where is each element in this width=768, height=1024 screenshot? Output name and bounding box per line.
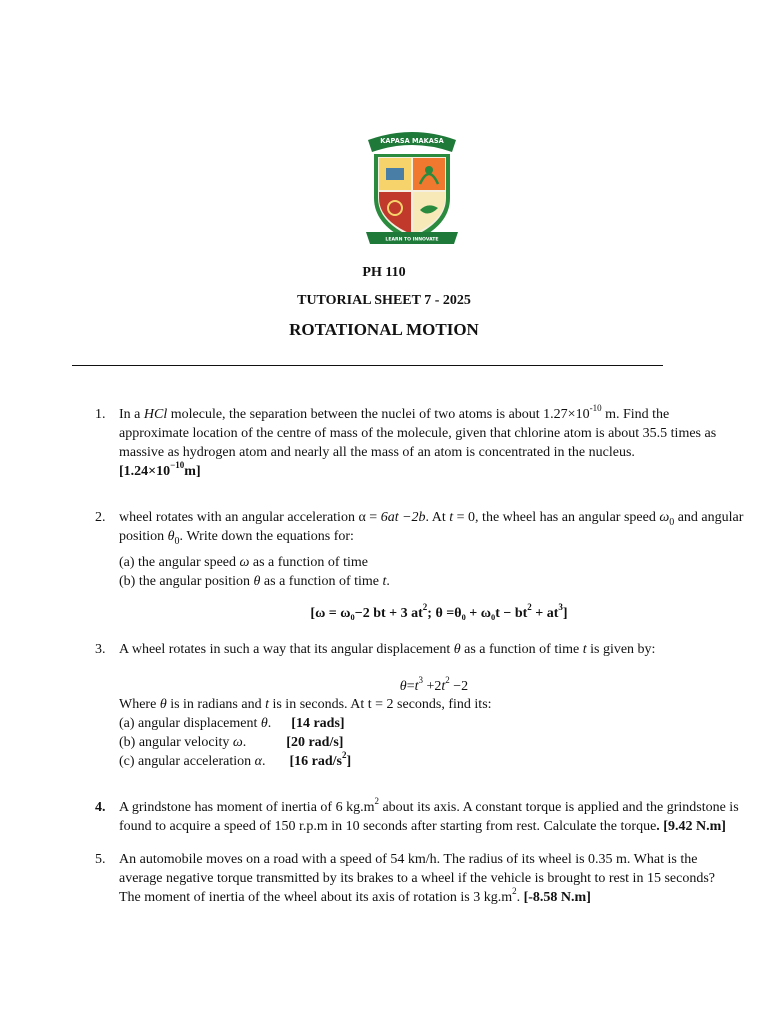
answer: $[1.24\times 10^{-10}m]$ bbox=[119, 460, 201, 479]
question-part-b: (b) angular velocity ω. [20 rad/s] bbox=[119, 735, 344, 750]
course-code: PH 110 bbox=[362, 265, 406, 280]
question-text-line: Where θ is in radians and t is in seconds. At t = 2 seconds, find its: bbox=[119, 697, 492, 712]
question-text-line: position $\theta_0$. Write down the equations for: bbox=[119, 529, 354, 547]
university-crest-logo bbox=[362, 128, 462, 252]
question-part-a: (a) the angular speed ω as a function of time bbox=[119, 555, 368, 570]
question-1 bbox=[95, 403, 764, 481]
question-3 bbox=[95, 640, 764, 659]
sheet-title: TUTORIAL SHEET 7 - 2025 bbox=[297, 293, 471, 308]
answer: [-8.58 N.m] bbox=[523, 890, 591, 905]
logo-sub-text: UNIVERSITY bbox=[392, 146, 432, 152]
answer-equation: [ω = ω₀−2 bt + 3 $at^2$; $\theta =\theta_0 + \omega_0t - bt^2 + at^3$] bbox=[310, 602, 568, 621]
question-part-b: (b) the angular position θ as a function of time t. bbox=[119, 574, 390, 589]
question-part-a: (a) angular displacement θ. [14 rads] bbox=[119, 716, 345, 731]
question-number: 2. bbox=[95, 510, 106, 525]
answer: [14 rads] bbox=[291, 716, 345, 731]
answer: [16 rad/$s^2$] bbox=[289, 750, 352, 769]
question-text-line: A grindstone has moment of inertia of 6 $kg.m^2$ about its axis. A constant torque is applied and the grindstone is bbox=[119, 796, 739, 815]
topic-title: ROTATIONAL MOTION bbox=[289, 320, 479, 339]
question-5 bbox=[95, 850, 764, 907]
question-part-c: (c) angular acceleration α. [16 rad/$s^2$] bbox=[119, 750, 352, 769]
question-number: 5. bbox=[95, 852, 106, 867]
question-2 bbox=[95, 508, 764, 591]
question-text-line: approximate location of the centre of mass of the molecule, given that chlorine atom is about 35.5 times as bbox=[119, 426, 717, 441]
question-text-line: In a HCl molecule, the separation between the nuclei of two atoms is about $1.27\times 10^{-10}$ m. Find the bbox=[119, 403, 670, 422]
question-text-line: wheel rotates with an angular acceleration α = 6at −2b. At t = 0, the wheel has an angular speed $\omega_0$ and angular bbox=[119, 510, 744, 528]
question-text-line: average negative torque transmitted by its brakes to a wheel if the vehicle is brought to rest in 15 seconds? bbox=[119, 871, 715, 886]
question-number: 4. bbox=[95, 800, 106, 815]
question-text-line: An automobile moves on a road with a speed of 54 km/h. The radius of its wheel is 0.35 m. What is the bbox=[119, 852, 698, 867]
question-text-line: A wheel rotates in such a way that its angular displacement θ as a function of time t is given by: bbox=[119, 642, 656, 657]
equation: $\theta=t^3 +2t^2 -2$ bbox=[399, 675, 469, 694]
question-text-line: massive as hydrogen atom and nearly all the mass of an atom is concentrated in the nucleus. bbox=[119, 445, 635, 460]
logo-name-text: KAPASA MAKASA bbox=[380, 137, 444, 145]
question-text-line: found to acquire a speed of 150 r.p.m in 10 seconds after starting from rest. Calculate the torque. [9.42 N.m] bbox=[119, 819, 726, 834]
logo-motto-text: LEARN TO INNOVATE bbox=[385, 237, 439, 243]
question-text-line: The moment of inertia of the wheel about its axis of rotation is 3 $kg.m^2$. [-8.58 N.m] bbox=[119, 886, 591, 905]
question-number: 1. bbox=[95, 407, 106, 422]
answer: [20 rad/s] bbox=[286, 735, 344, 750]
header-divider bbox=[72, 365, 663, 366]
question-3-parts bbox=[119, 695, 764, 771]
question-number: 3. bbox=[95, 642, 106, 657]
question-4 bbox=[95, 796, 764, 836]
answer: . [9.42 N.m] bbox=[656, 819, 726, 834]
